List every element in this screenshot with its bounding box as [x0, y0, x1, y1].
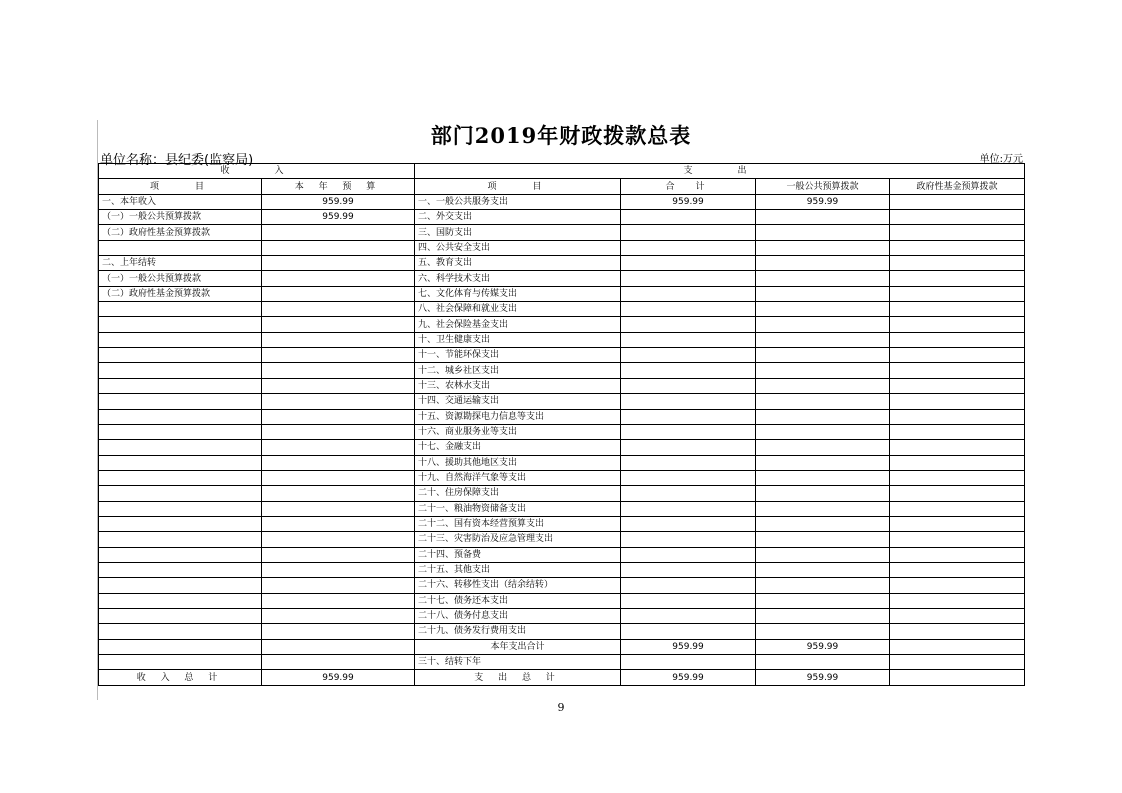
- header-row-2: [99, 179, 1025, 194]
- expense-item-cell: 四、公共安全支出: [415, 240, 621, 255]
- income-item-cell: [99, 624, 262, 639]
- income-amount-cell: 959.99: [262, 210, 415, 225]
- income-amount-cell: [262, 302, 415, 317]
- general-header: 一般公共预算拨款: [756, 179, 890, 194]
- expense-item-cell: 二十七、债务还本支出: [415, 593, 621, 608]
- income-amount-cell: [262, 608, 415, 623]
- expense-item-cell: 六、科学技术支出: [415, 271, 621, 286]
- income-amount-cell: [262, 624, 415, 639]
- general-amount-cell: [756, 424, 890, 439]
- expense-item-cell: 二十一、粮油物资储备支出: [415, 501, 621, 516]
- total-amount-cell: [621, 210, 756, 225]
- general-amount-cell: [756, 470, 890, 485]
- budget-table: [98, 163, 1025, 686]
- income-amount-cell: [262, 256, 415, 271]
- total-amount-cell: [621, 562, 756, 577]
- income-item-cell: [99, 363, 262, 378]
- income-item-cell: [99, 378, 262, 393]
- table-row: [99, 547, 1025, 562]
- expense-item-cell: 十四、交通运输支出: [415, 394, 621, 409]
- income-item-cell: [99, 409, 262, 424]
- expense-item-header: 项 目: [415, 179, 621, 194]
- table-row: [99, 256, 1025, 271]
- fund-amount-cell: [890, 409, 1025, 424]
- income-amount-cell: [262, 655, 415, 670]
- expense-item-cell: 十八、援助其他地区支出: [415, 455, 621, 470]
- total-amount-cell: [621, 424, 756, 439]
- expense-item-cell: 二十六、转移性支出（结余结转）: [415, 578, 621, 593]
- table-row: [99, 608, 1025, 623]
- total-amount-cell: [621, 624, 756, 639]
- carry-label: 三十、结转下年: [415, 655, 621, 670]
- total-amount-cell: [621, 302, 756, 317]
- carry-row: [99, 655, 1025, 670]
- table-row: [99, 394, 1025, 409]
- general-amount-cell: [756, 286, 890, 301]
- table-row: [99, 317, 1025, 332]
- table-row: [99, 516, 1025, 531]
- total-amount-cell: [621, 547, 756, 562]
- income-item-cell: （一）一般公共预算拨款: [99, 210, 262, 225]
- expense-total-fund: [890, 670, 1025, 685]
- income-item-cell: [99, 240, 262, 255]
- general-amount-cell: [756, 240, 890, 255]
- total-amount-cell: [621, 486, 756, 501]
- total-amount-cell: [621, 455, 756, 470]
- income-amount-cell: [262, 516, 415, 531]
- income-item-cell: [99, 547, 262, 562]
- unit-name: 单位名称：县纪委(监察局): [100, 153, 254, 168]
- income-amount-cell: [262, 271, 415, 286]
- income-item-cell: （二）政府性基金预算拨款: [99, 225, 262, 240]
- income-item-cell: [99, 317, 262, 332]
- income-amount-cell: [262, 409, 415, 424]
- fund-amount-cell: [890, 378, 1025, 393]
- total-amount-cell: [621, 578, 756, 593]
- total-amount-cell: [621, 363, 756, 378]
- expense-item-cell: 二十二、国有资本经营预算支出: [415, 516, 621, 531]
- expense-item-cell: 二、外交支出: [415, 210, 621, 225]
- fund-amount-cell: [890, 516, 1025, 531]
- income-amount-cell: [262, 501, 415, 516]
- expense-item-cell: 八、社会保障和就业支出: [415, 302, 621, 317]
- table-row: [99, 332, 1025, 347]
- general-amount-cell: [756, 532, 890, 547]
- general-amount-cell: [756, 593, 890, 608]
- income-amount-cell: [262, 225, 415, 240]
- carry-fund: [890, 655, 1025, 670]
- fund-amount-cell: [890, 210, 1025, 225]
- general-amount-cell: [756, 409, 890, 424]
- table-row: [99, 409, 1025, 424]
- general-amount-cell: [756, 624, 890, 639]
- table-row: [99, 532, 1025, 547]
- subtotal-total: 959.99: [621, 639, 756, 654]
- income-item-cell: 二、上年结转: [99, 256, 262, 271]
- header-row-1: [99, 164, 1025, 179]
- fund-amount-cell: [890, 470, 1025, 485]
- total-amount-cell: [621, 394, 756, 409]
- income-item-cell: [99, 424, 262, 439]
- income-amount-cell: [262, 363, 415, 378]
- general-amount-cell: [756, 547, 890, 562]
- budget-header: 本 年 预 算: [262, 179, 415, 194]
- general-amount-cell: [756, 562, 890, 577]
- expense-item-cell: 二十四、预备费: [415, 547, 621, 562]
- income-amount-cell: [262, 240, 415, 255]
- expense-item-cell: 十一、节能环保支出: [415, 348, 621, 363]
- table-row: [99, 378, 1025, 393]
- table-row: [99, 424, 1025, 439]
- income-item-cell: 一、本年收入: [99, 194, 262, 209]
- fund-amount-cell: [890, 578, 1025, 593]
- table-row: [99, 593, 1025, 608]
- income-item-cell: [99, 639, 262, 654]
- expense-item-cell: 二十三、灾害防治及应急管理支出: [415, 532, 621, 547]
- income-item-cell: [99, 348, 262, 363]
- total-amount-cell: [621, 332, 756, 347]
- general-amount-cell: [756, 455, 890, 470]
- fund-amount-cell: [890, 194, 1025, 209]
- expense-item-cell: 三、国防支出: [415, 225, 621, 240]
- expense-item-cell: 十七、金融支出: [415, 440, 621, 455]
- fund-amount-cell: [890, 256, 1025, 271]
- income-item-cell: [99, 455, 262, 470]
- subtotal-fund: [890, 639, 1025, 654]
- total-amount-cell: [621, 256, 756, 271]
- fund-header: 政府性基金预算拨款: [890, 179, 1025, 194]
- income-amount-cell: [262, 378, 415, 393]
- general-amount-cell: [756, 332, 890, 347]
- general-amount-cell: 959.99: [756, 194, 890, 209]
- expense-item-cell: 十九、自然海洋气象等支出: [415, 470, 621, 485]
- table-row: [99, 363, 1025, 378]
- general-amount-cell: [756, 210, 890, 225]
- income-amount-cell: [262, 470, 415, 485]
- income-item-cell: [99, 486, 262, 501]
- income-amount-cell: [262, 639, 415, 654]
- income-amount-cell: [262, 593, 415, 608]
- expense-item-cell: 九、社会保险基金支出: [415, 317, 621, 332]
- income-item-cell: [99, 501, 262, 516]
- total-amount-cell: [621, 470, 756, 485]
- table-row: [99, 578, 1025, 593]
- table-row: [99, 225, 1025, 240]
- page-number: 9: [557, 701, 565, 714]
- fund-amount-cell: [890, 486, 1025, 501]
- total-amount-cell: [621, 317, 756, 332]
- expense-item-cell: 二十九、债务发行费用支出: [415, 624, 621, 639]
- income-item-cell: [99, 655, 262, 670]
- subtotal-row: [99, 639, 1025, 654]
- income-amount-cell: [262, 394, 415, 409]
- fund-amount-cell: [890, 532, 1025, 547]
- expense-item-cell: 二十、住房保障支出: [415, 486, 621, 501]
- table-row: [99, 348, 1025, 363]
- general-amount-cell: [756, 486, 890, 501]
- expense-total-label: 支 出 总 计: [415, 670, 621, 685]
- income-item-cell: [99, 532, 262, 547]
- table-row: [99, 286, 1025, 301]
- subtotal-general: 959.99: [756, 639, 890, 654]
- income-item-header: 项 目: [99, 179, 262, 194]
- expense-item-cell: 十六、商业服务业等支出: [415, 424, 621, 439]
- carry-general: [756, 655, 890, 670]
- total-amount-cell: [621, 501, 756, 516]
- total-amount-cell: [621, 409, 756, 424]
- fund-amount-cell: [890, 547, 1025, 562]
- fund-amount-cell: [890, 562, 1025, 577]
- table-row: [99, 486, 1025, 501]
- total-amount-cell: [621, 532, 756, 547]
- fund-amount-cell: [890, 348, 1025, 363]
- general-amount-cell: [756, 378, 890, 393]
- total-amount-cell: [621, 240, 756, 255]
- table-row: [99, 440, 1025, 455]
- table-row: [99, 470, 1025, 485]
- fund-amount-cell: [890, 302, 1025, 317]
- expense-item-cell: 七、文化体育与传媒支出: [415, 286, 621, 301]
- fund-amount-cell: [890, 501, 1025, 516]
- total-amount-cell: 959.99: [621, 194, 756, 209]
- income-amount-cell: [262, 578, 415, 593]
- income-amount-cell: [262, 562, 415, 577]
- fund-amount-cell: [890, 593, 1025, 608]
- income-item-cell: [99, 578, 262, 593]
- subtotal-label: 本年支出合计: [415, 639, 621, 654]
- total-amount-cell: [621, 378, 756, 393]
- expense-total-amount: 959.99: [621, 670, 756, 685]
- expense-item-cell: 二十八、债务付息支出: [415, 608, 621, 623]
- general-amount-cell: [756, 271, 890, 286]
- general-amount-cell: [756, 608, 890, 623]
- grand-total-row: [99, 670, 1025, 685]
- unit-label: 单位:万元: [979, 154, 1023, 165]
- expense-item-cell: 十三、农林水支出: [415, 378, 621, 393]
- table-row: [99, 210, 1025, 225]
- income-item-cell: [99, 302, 262, 317]
- income-amount-cell: [262, 547, 415, 562]
- carry-total: [621, 655, 756, 670]
- general-amount-cell: [756, 516, 890, 531]
- general-amount-cell: [756, 578, 890, 593]
- income-amount-cell: [262, 286, 415, 301]
- total-amount-cell: [621, 286, 756, 301]
- fund-amount-cell: [890, 286, 1025, 301]
- general-amount-cell: [756, 394, 890, 409]
- fund-amount-cell: [890, 317, 1025, 332]
- total-amount-cell: [621, 593, 756, 608]
- income-item-cell: （二）政府性基金预算拨款: [99, 286, 262, 301]
- income-header: 收 入: [99, 164, 415, 179]
- expense-item-cell: 十、卫生健康支出: [415, 332, 621, 347]
- income-item-cell: （一）一般公共预算拨款: [99, 271, 262, 286]
- expense-item-cell: 五、教育支出: [415, 256, 621, 271]
- income-item-cell: [99, 608, 262, 623]
- total-amount-cell: [621, 440, 756, 455]
- general-amount-cell: [756, 317, 890, 332]
- general-amount-cell: [756, 501, 890, 516]
- income-total-amount: 959.99: [262, 670, 415, 685]
- fund-amount-cell: [890, 455, 1025, 470]
- table-row: [99, 194, 1025, 209]
- income-amount-cell: [262, 455, 415, 470]
- expense-item-cell: 一、一般公共服务支出: [415, 194, 621, 209]
- table-row: [99, 240, 1025, 255]
- fund-amount-cell: [890, 608, 1025, 623]
- general-amount-cell: [756, 302, 890, 317]
- fund-amount-cell: [890, 394, 1025, 409]
- income-amount-cell: [262, 424, 415, 439]
- income-amount-cell: [262, 317, 415, 332]
- expense-header: 支 出: [415, 164, 1025, 179]
- total-amount-cell: [621, 348, 756, 363]
- fund-amount-cell: [890, 424, 1025, 439]
- income-amount-cell: [262, 440, 415, 455]
- table-row: [99, 562, 1025, 577]
- expense-total-general: 959.99: [756, 670, 890, 685]
- total-amount-cell: [621, 225, 756, 240]
- general-amount-cell: [756, 256, 890, 271]
- fund-amount-cell: [890, 363, 1025, 378]
- table-row: [99, 455, 1025, 470]
- general-amount-cell: [756, 225, 890, 240]
- income-item-cell: [99, 470, 262, 485]
- expense-item-cell: 十二、城乡社区支出: [415, 363, 621, 378]
- general-amount-cell: [756, 440, 890, 455]
- page-title: 部门2019年财政拨款总表: [430, 123, 692, 148]
- table-row: [99, 271, 1025, 286]
- fund-amount-cell: [890, 624, 1025, 639]
- general-amount-cell: [756, 363, 890, 378]
- income-item-cell: [99, 562, 262, 577]
- fund-amount-cell: [890, 240, 1025, 255]
- income-item-cell: [99, 332, 262, 347]
- income-amount-cell: [262, 348, 415, 363]
- income-item-cell: [99, 440, 262, 455]
- income-item-cell: [99, 394, 262, 409]
- income-item-cell: [99, 516, 262, 531]
- expense-item-cell: 二十五、其他支出: [415, 562, 621, 577]
- income-amount-cell: [262, 332, 415, 347]
- fund-amount-cell: [890, 271, 1025, 286]
- table-row: [99, 302, 1025, 317]
- total-amount-cell: [621, 516, 756, 531]
- income-item-cell: [99, 593, 262, 608]
- total-header: 合 计: [621, 179, 756, 194]
- income-amount-cell: 959.99: [262, 194, 415, 209]
- income-total-label: 收 入 总 计: [99, 670, 262, 685]
- expense-item-cell: 十五、资源勘探电力信息等支出: [415, 409, 621, 424]
- total-amount-cell: [621, 271, 756, 286]
- total-amount-cell: [621, 608, 756, 623]
- table-row: [99, 624, 1025, 639]
- table-row: [99, 501, 1025, 516]
- fund-amount-cell: [890, 225, 1025, 240]
- general-amount-cell: [756, 348, 890, 363]
- fund-amount-cell: [890, 440, 1025, 455]
- income-amount-cell: [262, 486, 415, 501]
- fund-amount-cell: [890, 332, 1025, 347]
- income-amount-cell: [262, 532, 415, 547]
